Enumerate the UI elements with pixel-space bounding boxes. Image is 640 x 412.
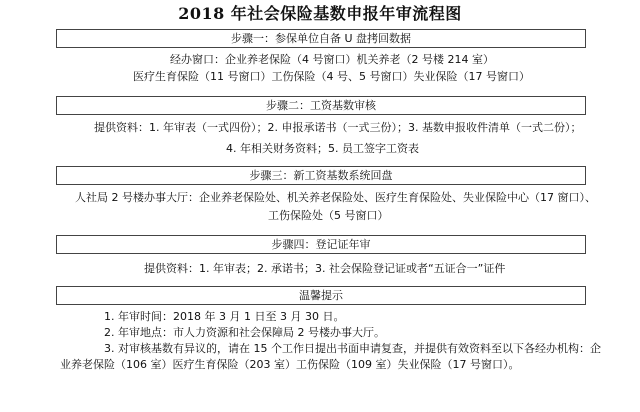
tips-header: 温馨提示: [56, 286, 586, 305]
step2-materials-line2: 4. 年相关财务资料；5. 员工签字工资表: [226, 142, 419, 155]
tips-line3: 3. 对审核基数有异议的，请在 15 个工作日提出书面申请复查，并提供有效资料至以下各经办机构：企: [104, 342, 601, 355]
step2-header: 步骤二：工资基数审核: [56, 96, 586, 115]
tips-line4: 业养老保险（106 室）医疗生育保险（203 室）工伤保险（109 室）失业保险（17 号窗口）。: [60, 358, 520, 371]
step3-header: 步骤三：新工资基数系统回盘: [56, 166, 586, 185]
step4-header: 步骤四：登记证年审: [56, 235, 586, 254]
step3-hall-line1: 人社局 2 号楼办事大厅：企业养老保险处、机关养老保险处、医疗生育保险处、失业保险中心（17 窗口）、: [75, 191, 596, 204]
step2-materials-line1: 提供资料：1. 年审表（一式四份）；2. 申报承诺书（一式三份）；3. 基数申报收件清单（一式二份）；: [94, 121, 582, 134]
tips-line2: 2. 年审地点：市人力资源和社会保障局 2 号楼办事大厅。: [104, 326, 385, 339]
step3-hall-line2: 工伤保险处（5 号窗口）: [268, 209, 389, 222]
step1-windows-line1: 经办窗口：企业养老保险（4 号窗口）机关养老（2 号楼 214 室）: [170, 53, 494, 66]
step1-windows-line2: 医疗生育保险（11 号窗口）工伤保险（4 号、5 号窗口）失业保险（17 号窗口）: [133, 70, 530, 83]
tips-line1: 1. 年审时间：2018 年 3 月 1 日至 3 月 30 日。: [104, 310, 345, 323]
step4-materials-line1: 提供资料：1. 年审表；2. 承诺书；3. 社会保险登记证或者“五证合一”证件: [144, 262, 506, 275]
page-title: 2018 年社会保险基数申报年审流程图: [178, 4, 462, 23]
step1-header: 步骤一：参保单位自备 U 盘拷回数据: [56, 29, 586, 48]
